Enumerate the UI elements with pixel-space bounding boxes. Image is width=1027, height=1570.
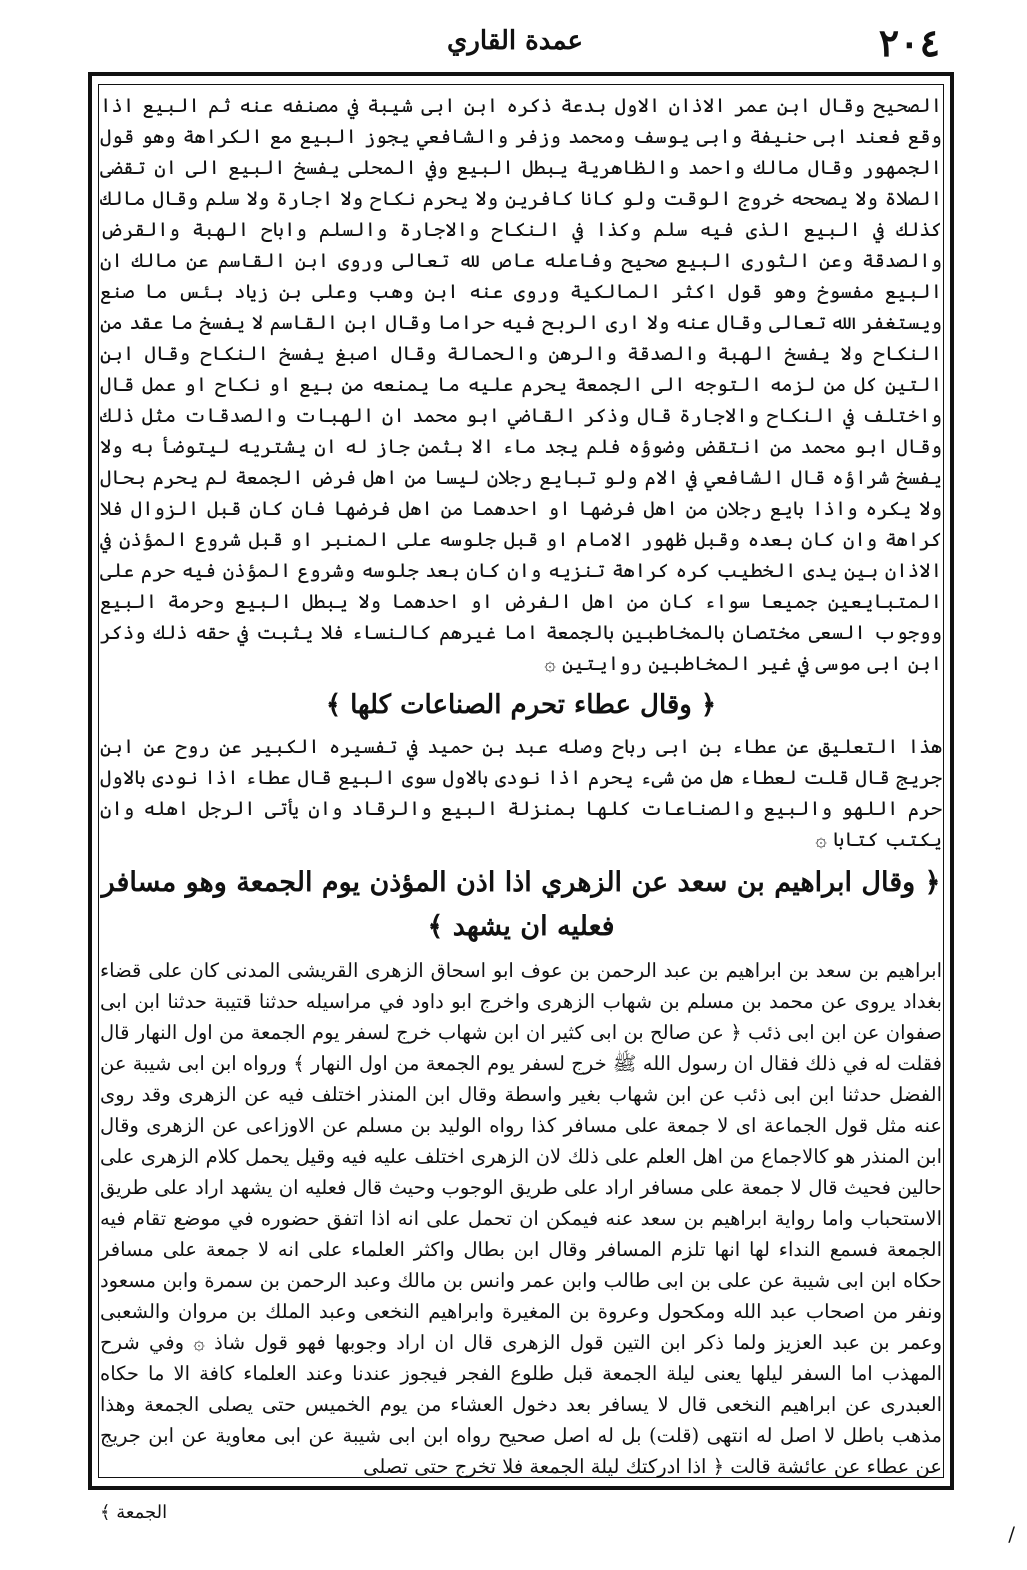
- paragraph-2: هذا التعليق عن عطاء بن ابى رباح وصله عبد بن حميد في تفسيره الكبير عن روح عن ابن جريج قال قلت لعطاء هل من شىء يحرم اذا نودى بالاول سوى البيع قال عطاء اذا نودى بالاول حرم اللهو والبيع والصناعات كلها بمنزلة البيع والرقاد وان يأتى الرجل اهله وان يكتب كتابا ۞: [100, 735, 942, 851]
- paragraph-1: الصحيح وقال ابن عمر الاذان الاول بدعة ذكره ابن ابى شيبة في مصنفه عنه ثم البيع اذا وقع فعند ابى حنيفة وابى يوسف ومحمد وزفر والشافعي يجوز البيع مع الكراهة وهو قول الجمهور وقال مالك واحمد والظاهرية يبطل البيع وفي المحلى يفسخ البيع الى ان تقضى الصلاة ولا يصححه خروج الوقت ولو كانا كافرين ولا يحرم نكاح ولا اجارة ولا سلم وقال مالك كذلك في البيع الذى فيه سلم وكذا في النكاح والاجارة والسلم واباح الهبة والقرض والصدقة وعن الثورى البيع صحيح وفاعله عاص لله تعالى وروى ابن القاسم عن مالك ان البيع مفسوخ وهو قول اكثر المالكية وروى عنه ابن وهب وعلى بن زياد بئس ما صنع ويستغفر الله تعالى وقال عنه ولا ارى الربح فيه حراما وقال ابن القاسم لا يفسخ ما عقد من النكاح ولا يفسخ الهبة والصدقة والرهن والحمالة وقال اصبغ يفسخ النكاح وقال ابن التين كل من لزمه التوجه الى الجمعة يحرم عليه ما يمنعه من بيع او نكاح او عمل قال واختلف في النكاح والاجارة قال وذكر القاضي ابو محمد ان الهبات والصدقات مثل ذلك وقال ابو محمد من انتقض وضوؤه فلم يجد ماء الا بثمن جاز له ان يشتريه ليتوضأ به ولا يفسخ شراؤه قال الشافعي في الام ولو تبايع رجلان ليسا من اهل فرض الجمعة لم يحرم بحال ولا يكره واذا بايع رجلان من اهل فرضها او احدهما من اهل فرضها فان كان قبل الزوال فلا كراهة وان كان بعده وقبل ظهور الامام او قبل جلوسه على المنبر او قبل شروع المؤذن في الاذان بين يدى الخطيب كره كراهة تنزيه وان كان بعد جلوسه وشروع المؤذن فيه حرم على المتبايعين جميعا سواء كان من اهل الفرض او احدهما ولا يبطل البيع وحرمة البيع ووجوب السعى مختصان بالمخاطبين بالجمعة اما غيرهم كالنساء فلا يثبت في حقه ذلك وذكر ابن ابى موسى في غير المخاطبين روايتين ۞: [100, 94, 942, 675]
- catchword: الجمعة ﴾: [100, 1502, 168, 1523]
- section-heading-1: ﴿ وقال عطاء تحرم الصناعات كلها ﴾: [325, 690, 717, 720]
- page-number: ٢٠٤: [878, 20, 940, 65]
- margin-mark: /: [1008, 1522, 1015, 1546]
- paragraph-3: ابراهيم بن سعد بن ابراهيم بن عبد الرحمن بن عوف ابو اسحاق الزهرى القريشى المدنى كان على قضاء بغداد يروى عن محمد بن مسلم بن شهاب الزهرى واخرج ابو داود في مراسيله حدثنا قتيبة حدثنا ابن ابى صفوان عن ابن ابى ذئب ﴿ عن صالح بن ابى كثير ان ابن شهاب خرج لسفر يوم الجمعة من اول النهار قال فقلت له في ذلك فقال ان رسول الله ﷺ خرج لسفر يوم الجمعة من اول النهار ﴾ ورواه ابن ابى شيبة عن الفضل حدثنا ابن ابى ذئب عن ابن شهاب بغير واسطة وقال ابن المنذر اختلف فيه عن الزهرى وقد روى عنه مثل قول الجماعة اى لا جمعة على مسافر كذا رواه الوليد بن مسلم عن الاوزاعى عن الزهرى وقال ابن المنذر هو كالاجماع من اهل العلم على ذلك لان الزهرى اختلف عليه فيه وقيل يحمل كلام الزهرى على حالين فحيث قال لا جمعة على مسافر اراد على طريق الوجوب وحيث قال فعليه ان يشهد اراد على طريق الاستحباب واما رواية ابراهيم بن سعد عنه فيمكن ان تحمل على انه اذا اتفق حضوره في موضع تقام فيه الجمعة فسمع النداء لها انها تلزم المسافر وقال ابن بطال واكثر العلماء على انه لا جمعة على مسافر حكاه ابن ابى شيبة عن على بن ابى طالب وابن عمر وانس بن مالك وعبد الرحمن بن سمرة وابن مسعود ونفر من اصحاب عبد الله ومكحول وعروة بن المغيرة وابراهيم النخعى وعبد الملك بن مروان والشعبى وعمر بن عبد العزيز ولما ذكر ابن التين قول الزهرى قال ان اراد وجوبها فهو قول شاذ ۞ وفي شرح المهذب اما السفر ليلها يعنى ليلة الجمعة قبل طلوع الفجر فيجوز عندنا وعند العلماء كافة الا ما حكاه العبدرى عن ابراهيم النخعى قال لا يسافر بعد دخول العشاء من يوم الخميس حتى يصلى الجمعة وهذا مذهب باطل لا اصل له انتهى (قلت) بل له اصل صحيح رواه ابن ابى شيبة عن ابى معاوية عن ابن جريج عن عطاء عن عائشة قالت ﴿ اذا ادركتك ليلة الجمعة فلا تخرج حتى تصلى: [100, 959, 942, 1478]
- running-title: عمدة القاري: [447, 26, 583, 56]
- page-body: [100, 90, 942, 1482]
- page-header: [70, 18, 960, 66]
- section-heading-2: ﴿ وقال ابراهيم بن سعد عن الزهري اذا اذن المؤذن يوم الجمعة وهو مسافر فعليه ان يشهد ﴾: [101, 867, 941, 942]
